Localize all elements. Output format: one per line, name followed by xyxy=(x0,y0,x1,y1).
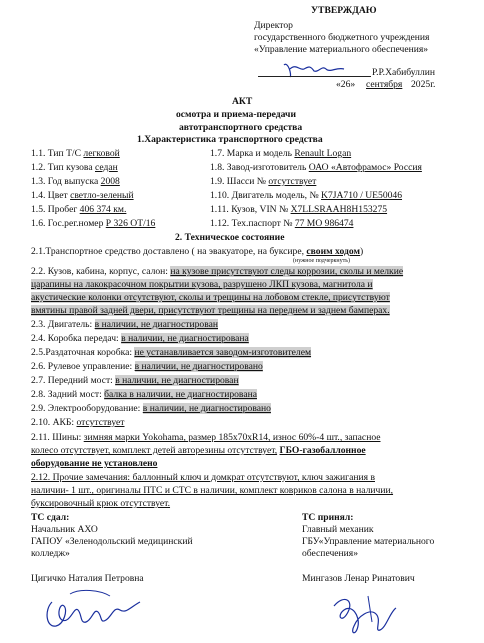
item-engine xyxy=(31,319,218,330)
item-value: вмятины правой задней двери, присутствуют трещины на переднем и заднем бамперах. xyxy=(31,305,390,316)
spec-value: отсутствует xyxy=(268,176,317,187)
item-front-axle xyxy=(31,375,239,386)
act-subtitle-2: автотранспортного средства xyxy=(179,122,303,133)
spec-body-row xyxy=(31,162,118,173)
spec-type-row xyxy=(31,148,120,159)
approval-date-month: сентября xyxy=(366,79,403,90)
item-label: 2.11. Шины: xyxy=(31,432,82,443)
handed-over-org-1: ГАПОУ «Зеленодольский медицинский xyxy=(31,536,193,547)
item-battery xyxy=(31,417,125,428)
item-label: 2.6. Рулевое управление: xyxy=(31,361,133,372)
item-value: не устанавливается заводом-изготовителем xyxy=(134,347,312,358)
spec-label: 1.10. Двигатель модель, № xyxy=(210,190,319,201)
item-value: акустические колонки отсутствуют, сколы и трещины на лобовом стекле, присутствуют xyxy=(31,292,390,303)
item-value: балка в наличии, не диагностирована xyxy=(104,389,257,400)
delivery-hint: (нужное подчеркнуть) xyxy=(293,258,350,264)
spec-vin-row xyxy=(210,204,387,215)
item-label: 2.8. Задний мост: xyxy=(31,389,102,400)
spec-mileage-row xyxy=(31,204,126,215)
received-org-1: ГБУ«Управление материального xyxy=(302,536,435,547)
spec-value: ОАО «Автофрамос» Россия xyxy=(308,162,422,173)
spec-color-row xyxy=(31,190,134,201)
received-heading: ТС принял: xyxy=(302,512,354,523)
approval-org-line2: «Управление материального обеспечения» xyxy=(254,44,429,55)
approval-org-line1: государственного бюджетного учреждения xyxy=(254,32,430,43)
spec-value: светло-зеленый xyxy=(70,190,134,201)
spec-value: 406 374 км. xyxy=(79,204,127,215)
approval-date-year: 2025г. xyxy=(411,79,436,90)
spec-value: X7LLSRAAH8H153275 xyxy=(290,204,388,215)
spec-label: 1.8. Завод-изготовитель xyxy=(210,162,307,173)
spec-label: 1.2. Тип кузова xyxy=(31,162,93,173)
item-rear-axle xyxy=(31,389,257,400)
handed-over-heading: ТС сдал: xyxy=(31,512,70,523)
spec-manufacturer-row xyxy=(210,162,422,173)
spec-value: легковой xyxy=(83,148,120,159)
item-value: отсутствует xyxy=(76,417,125,428)
spec-label: 1.3. Год выпуска xyxy=(31,176,99,187)
director-signature xyxy=(278,57,350,81)
item-delivery xyxy=(31,246,363,257)
spec-label: 1.4. Цвет xyxy=(31,190,68,201)
spec-label: 1.6. Гос.рег.номер xyxy=(31,218,104,229)
item-label: 2.5.Раздаточная коробка: xyxy=(31,347,133,358)
item-value: на кузове присутствуют следы коррозии, сколы и мелкие xyxy=(170,266,404,277)
item-body-line3 xyxy=(31,292,390,303)
handed-over-org-2: колледж» xyxy=(31,548,70,559)
spec-value: Р 326 ОТ/16 xyxy=(105,218,156,229)
item-value: колесо отсутствует, комплект детей авторезины отсутствует, xyxy=(31,445,278,456)
item-gbo: ГБО-газобаллонное xyxy=(279,445,366,456)
approval-heading: УТВЕРЖДАЮ xyxy=(311,5,377,16)
spec-label: 1.11. Кузов, VIN № xyxy=(210,204,289,215)
approval-date-day: «26» xyxy=(336,79,356,90)
approval-position: Директор xyxy=(254,20,293,31)
spec-plate-row xyxy=(31,218,155,229)
item-steering xyxy=(31,361,263,372)
spec-label: 1.7. Марка и модель xyxy=(210,148,292,159)
item-body-line4 xyxy=(31,305,390,316)
item-value: в наличии, не диагностировано xyxy=(142,403,271,414)
act-subtitle-1: осмотра и приема-передачи xyxy=(176,109,296,120)
spec-chassis-row xyxy=(210,176,316,187)
item-value: в наличии, не диагностирован xyxy=(94,319,219,330)
item-gearbox xyxy=(31,333,249,344)
spec-value: 2008 xyxy=(100,176,120,187)
delivery-selected: своим ходом xyxy=(306,246,361,257)
handed-over-name: Цигичко Наталия Петровна xyxy=(31,573,144,584)
received-org-2: обеспечения» xyxy=(302,548,359,559)
section1-heading: 1.Характеристика транспортного средства xyxy=(137,134,323,145)
item-label: 2.7. Передний мост: xyxy=(31,375,113,386)
item-remarks-line1: 2.12. Прочие замечания: баллонный ключ и домкрат отсутствуют, ключ зажигания в xyxy=(31,472,375,483)
spec-passport-row xyxy=(210,218,353,229)
item-body xyxy=(31,266,403,277)
spec-value: седан xyxy=(95,162,118,173)
spec-label: 1.5. Пробег xyxy=(31,204,78,215)
delivery-close: ) xyxy=(360,246,364,257)
item-label: 2.2. Кузов, кабина, корпус, салон: xyxy=(31,266,168,277)
approval-name: Р.Р.Хабибуллин xyxy=(372,67,436,78)
item-value: царапины на лакокрасочном покрытии кузова, разрушено ЛКП кузова, магнитола и xyxy=(31,279,373,290)
spec-value: Renault Logan xyxy=(294,148,352,159)
spec-label: 1.1. Тип Т/С xyxy=(31,148,82,159)
act-title: АКТ xyxy=(232,96,253,107)
spec-year-row xyxy=(31,176,120,187)
spec-engine-row xyxy=(210,190,402,201)
item-electrical xyxy=(31,403,271,414)
delivery-options: ( на эвакуаторе, на буксире, xyxy=(191,246,305,257)
item-transfer-case xyxy=(31,347,311,358)
received-position: Главный механик xyxy=(302,524,374,535)
director-signature-line xyxy=(258,76,371,77)
handed-over-position: Начальник АХО xyxy=(31,524,98,535)
spec-value: K7JA710 / UE50046 xyxy=(321,190,403,201)
item-label: 2.9. Электрооборудование: xyxy=(31,403,141,414)
item-tires xyxy=(31,432,381,443)
item-label: 2.1.Транспортное средство доставлено xyxy=(31,246,190,257)
received-name: Мингазов Ленар Ринатович xyxy=(302,573,415,584)
handed-over-signature xyxy=(40,580,150,638)
section2-heading: 2. Техническое состояние xyxy=(175,232,285,243)
spec-value: 77 МО 986474 xyxy=(294,218,354,229)
item-body-line2 xyxy=(31,279,373,290)
item-remarks-line2: наличии- 1 шт., оригиналы ПТС и СТС в наличии, комплект ковриков салона в наличии, xyxy=(31,485,394,496)
item-value: зимняя марки Yokohama, размер 185х70хR14, износ 60%-4 шт., запасное xyxy=(83,432,381,443)
item-value: в наличии, не диагностирована xyxy=(121,333,249,344)
item-value: в наличии, не диагностировано xyxy=(134,361,263,372)
spec-label: 1.12. Тех.паспорт № xyxy=(210,218,293,229)
item-label: 2.4. Коробка передач: xyxy=(31,333,119,344)
item-label: 2.3. Двигатель: xyxy=(31,319,93,330)
item-remarks-line3: буксировочный крюк отсутствует. xyxy=(31,498,171,509)
item-value: в наличии, не диагностирован xyxy=(115,375,239,386)
spec-model-row xyxy=(210,148,351,159)
item-tires-line3: оборудование не установлено xyxy=(31,458,158,469)
item-tires-line2 xyxy=(31,445,366,456)
item-label: 2.10. АКБ: xyxy=(31,417,75,428)
received-signature xyxy=(324,586,404,640)
spec-label: 1.9. Шасси № xyxy=(210,176,266,187)
